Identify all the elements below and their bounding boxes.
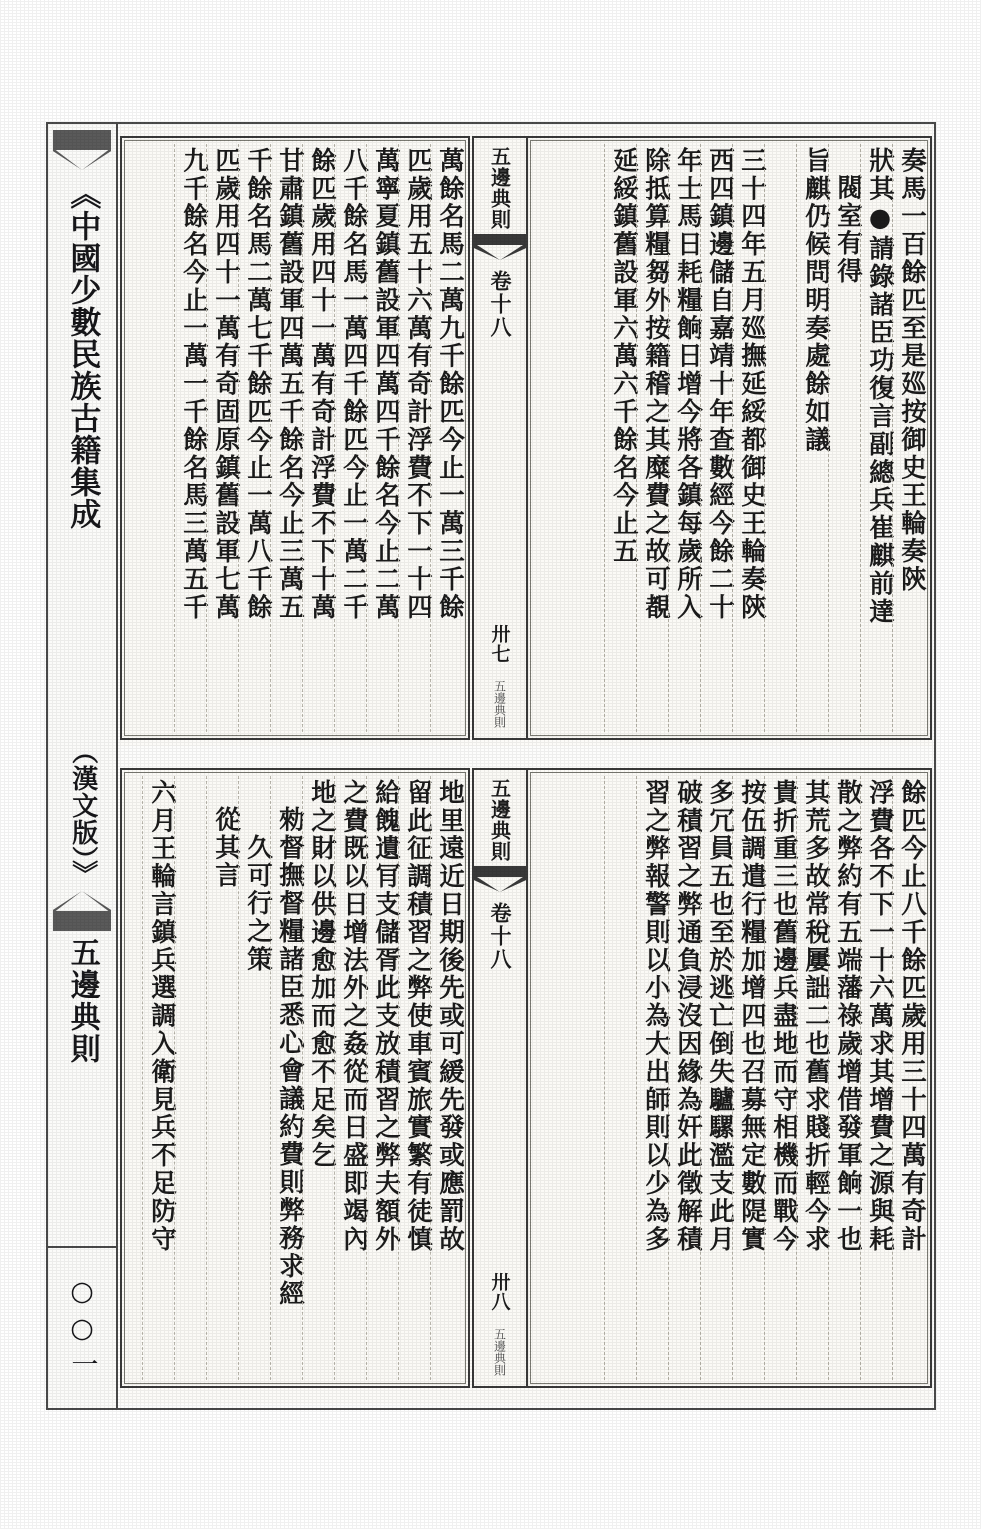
plate-upper-left-half	[120, 136, 470, 740]
text-column: 破積習之弊通負浸沒因緣為奸此徵解積	[668, 776, 700, 1380]
folio-number: ○○一	[66, 1275, 98, 1383]
plate-lower-left-columns	[128, 776, 465, 1380]
text-column: 貴折重三也舊邊兵盡地而守相機而戰今	[764, 776, 796, 1380]
plate-lower-right-half	[526, 768, 932, 1388]
plate-lower-centerfold	[472, 768, 528, 1388]
text-column: 按伍調遣行糧加增四也召募無定數隄實	[732, 776, 764, 1380]
text-column: 留此征調積習之弊使車賓旅實繁有徒慎	[398, 776, 430, 1380]
text-column: 旨麒仍候問明奏處餘如議	[796, 144, 828, 732]
plate-upper-left-columns	[128, 144, 465, 732]
text-column: 餘匹今止八千餘匹歲用三十四萬有奇計	[892, 776, 924, 1380]
centerfold-subtitle: 五邊典則	[492, 1328, 507, 1376]
text-column: 久可行之策	[238, 776, 270, 1380]
centerfold-subtitle: 五邊典則	[492, 680, 507, 728]
text-column-blank	[604, 776, 636, 1380]
text-column: 萬寧夏鎮舊設軍四萬四千餘名今止二萬	[366, 144, 398, 732]
text-column: 甘肅鎮舊設軍四萬五千餘名今止三萬五	[270, 144, 302, 732]
text-column: 浮費各不下一十六萬求其增費之源與耗	[860, 776, 892, 1380]
text-column: 地里遠近日期後先或可緩先發或應罰故	[430, 776, 462, 1380]
text-column: 地之財以供邊愈加而愈不足矣乞	[302, 776, 334, 1380]
fish-tail-icon	[474, 234, 526, 260]
series-title: 《中國少數民族古籍集成	[64, 178, 101, 530]
text-column: 六月王輪言鎮兵選調入衛見兵不足防守	[142, 776, 174, 1380]
text-column: 奏馬一百餘匹至是廵按御史王輪奏陝	[892, 144, 924, 732]
text-column: 西四鎮邊儲自嘉靖十年查數經今餘二十	[700, 144, 732, 732]
facsimile-plate-lower	[120, 768, 932, 1404]
text-column: 多冗員五也至於逃亡倒失驢騾濫支此月	[700, 776, 732, 1380]
centerfold-title: 五邊典則	[487, 778, 512, 862]
fish-tail-icon	[474, 866, 526, 892]
text-column: 八千餘名馬一萬四千餘匹今止一萬二千	[334, 144, 366, 732]
text-column: 從其言	[206, 776, 238, 1380]
text-column: 習之弊報警則以小為大出師則以少為多	[636, 776, 668, 1380]
centerfold-juan: 卷十八	[488, 902, 513, 971]
text-column: 年士馬日耗糧餉日增今將各鎮每歲所入	[668, 144, 700, 732]
text-column: 閥室有得	[828, 144, 860, 732]
plate-lower-right-columns	[534, 776, 927, 1380]
text-column: 給餽遺肎支儲胥此支放積習之弊夫額外	[366, 776, 398, 1380]
text-column: 九千餘名今止一萬一千餘名馬三萬五千	[174, 144, 206, 732]
text-column-blank	[764, 144, 796, 732]
plate-upper-right-half	[526, 136, 932, 740]
series-edition: （漢文版）》	[67, 738, 98, 887]
plate-upper-right-columns	[534, 144, 927, 732]
spine-ornament-top-icon	[53, 130, 111, 174]
book-title: 五邊典則	[64, 937, 100, 1065]
text-column: 三十四年五月廵撫延綏都御史王輪奏陝	[732, 144, 764, 732]
plate-upper-centerfold	[472, 136, 528, 740]
spine-divider	[48, 1246, 116, 1248]
text-column: 除抵算糧芻外按籍稽之其糜費之故可覩	[636, 144, 668, 732]
series-spine	[48, 124, 118, 1408]
text-column: 餘匹歲用四十一萬有奇計浮費不下十萬	[302, 144, 334, 732]
spine-ornament-bottom-icon	[53, 887, 111, 931]
centerfold-page-number: 卅八	[488, 1272, 511, 1312]
text-column: 之費既以日增法外之姦從而日盛即竭內	[334, 776, 366, 1380]
text-column-blank	[174, 776, 206, 1380]
text-column: 其荒多故常稅屢詘二也舊求賤折輕今求	[796, 776, 828, 1380]
centerfold-title: 五邊典則	[487, 146, 512, 230]
centerfold-juan: 卷十八	[488, 270, 513, 339]
text-column: 匹歲用五十六萬有奇計浮費不下一十四	[398, 144, 430, 732]
plate-lower-left-half	[120, 768, 470, 1388]
text-column: 匹歲用四十一萬有奇固原鎮舊設軍七萬	[206, 144, 238, 732]
facsimile-plate-upper	[120, 126, 932, 746]
text-column: 勑督撫督糧諸臣悉心會議約費則弊務求經	[270, 776, 302, 1380]
text-column: 狀其●請錄諸臣功復言副總兵崔麒前達	[860, 144, 892, 732]
text-column: 千餘名馬二萬七千餘匹今止一萬八千餘	[238, 144, 270, 732]
text-column: 散之弊約有五端藩祿歲增借發軍餉一也	[828, 776, 860, 1380]
folio-number-box	[48, 1250, 116, 1408]
centerfold-page-number: 卅七	[488, 624, 511, 664]
text-column: 萬餘名馬二萬九千餘匹今止一萬三千餘	[430, 144, 462, 732]
text-column: 延綏鎮舊設軍六萬六千餘名今止五	[604, 144, 636, 732]
